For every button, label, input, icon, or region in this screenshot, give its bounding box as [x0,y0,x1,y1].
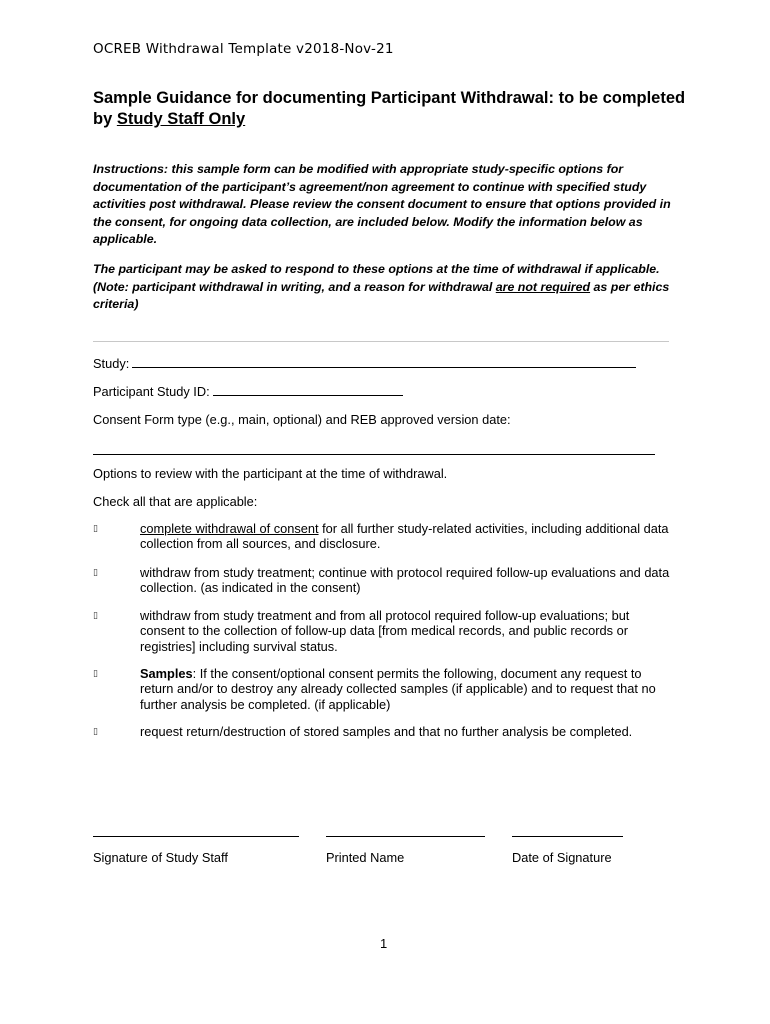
option-text: withdraw from study treatment; continue with protocol required follow-up evaluations and data collection. (as indicated in the consent) [140,565,670,596]
checkbox-icon[interactable]: ▯ [93,568,98,578]
checkbox-icon[interactable]: ▯ [93,669,98,679]
option-body: : If the consent/optional consent permits the following, document any request to return and/or to destroy any already collected samples (if applicable) and to request that no further analysis be completed. (if applicable) [140,666,656,712]
title-main: Sample Guidance for documenting Participant Withdrawal: to be completed by [93,89,686,128]
printed-name-line[interactable] [326,836,485,837]
checkbox-icon[interactable]: ▯ [93,524,98,534]
checkbox-icon[interactable]: ▯ [93,727,98,737]
page-number: 1 [380,936,388,951]
participant-id-field [93,384,403,399]
participant-note-before: The participant may be asked to respond to these options at the time of withdrawal if applicable. (Note: participant withdrawal in writing, and a reason for withdrawal [93,262,660,294]
checkbox-icon[interactable]: ▯ [93,611,98,621]
printed-name-label: Printed Name [326,850,405,865]
consent-form-input-line[interactable] [93,454,655,455]
option-text: request return/destruction of stored samples and that no further analysis be completed. [140,724,633,739]
title-underlined: Study Staff Only [116,110,246,128]
consent-form-field: Consent Form type (e.g., main, optional) and REB approved version date: [93,412,511,427]
participant-id-label: Participant Study ID: [93,384,210,399]
option-underlined: complete withdrawal of consent [140,521,319,536]
option-bold: Samples [140,666,193,681]
option-body: for all further study-related activities, including additional data collection from all sources, and disclosure. [140,521,669,552]
page-title [93,88,693,130]
staff-signature-line[interactable] [93,836,299,837]
date-signature-label: Date of Signature [512,850,612,865]
participant-note-after: as per ethics criteria) [93,279,670,312]
participant-note [93,261,683,314]
check-label: Check all that are applicable: [93,494,258,509]
study-input-line[interactable] [132,356,636,368]
date-signature-line[interactable] [512,836,623,837]
options-intro: Options to review with the participant at the time of withdrawal. [93,466,448,481]
participant-id-input-line[interactable] [213,384,403,396]
study-field [93,356,636,371]
option-text [140,521,675,552]
staff-signature-label: Signature of Study Staff [93,850,228,865]
separator-rule [93,341,669,342]
study-label: Study: [93,356,130,371]
instructions-paragraph: Instructions: this sample form can be modified with appropriate study-specific options for documentation of the participant’s agreement/non agreement to continue with specified study activities post withdrawal. Please review the consent document to ensure that options provided in the consent, for ongoing data collection, are included below. Modify the information below as applicable. [93,162,671,247]
document-header: OCREB Withdrawal Template v2018-Nov-21 [93,41,394,57]
option-text [140,666,675,712]
option-text: withdraw from study treatment and from all protocol required follow-up evaluations; but consent to the collection of follow-up data [from medical records, and public records or registries] including survival status. [140,608,630,654]
participant-note-underlined: are not required [495,279,591,294]
